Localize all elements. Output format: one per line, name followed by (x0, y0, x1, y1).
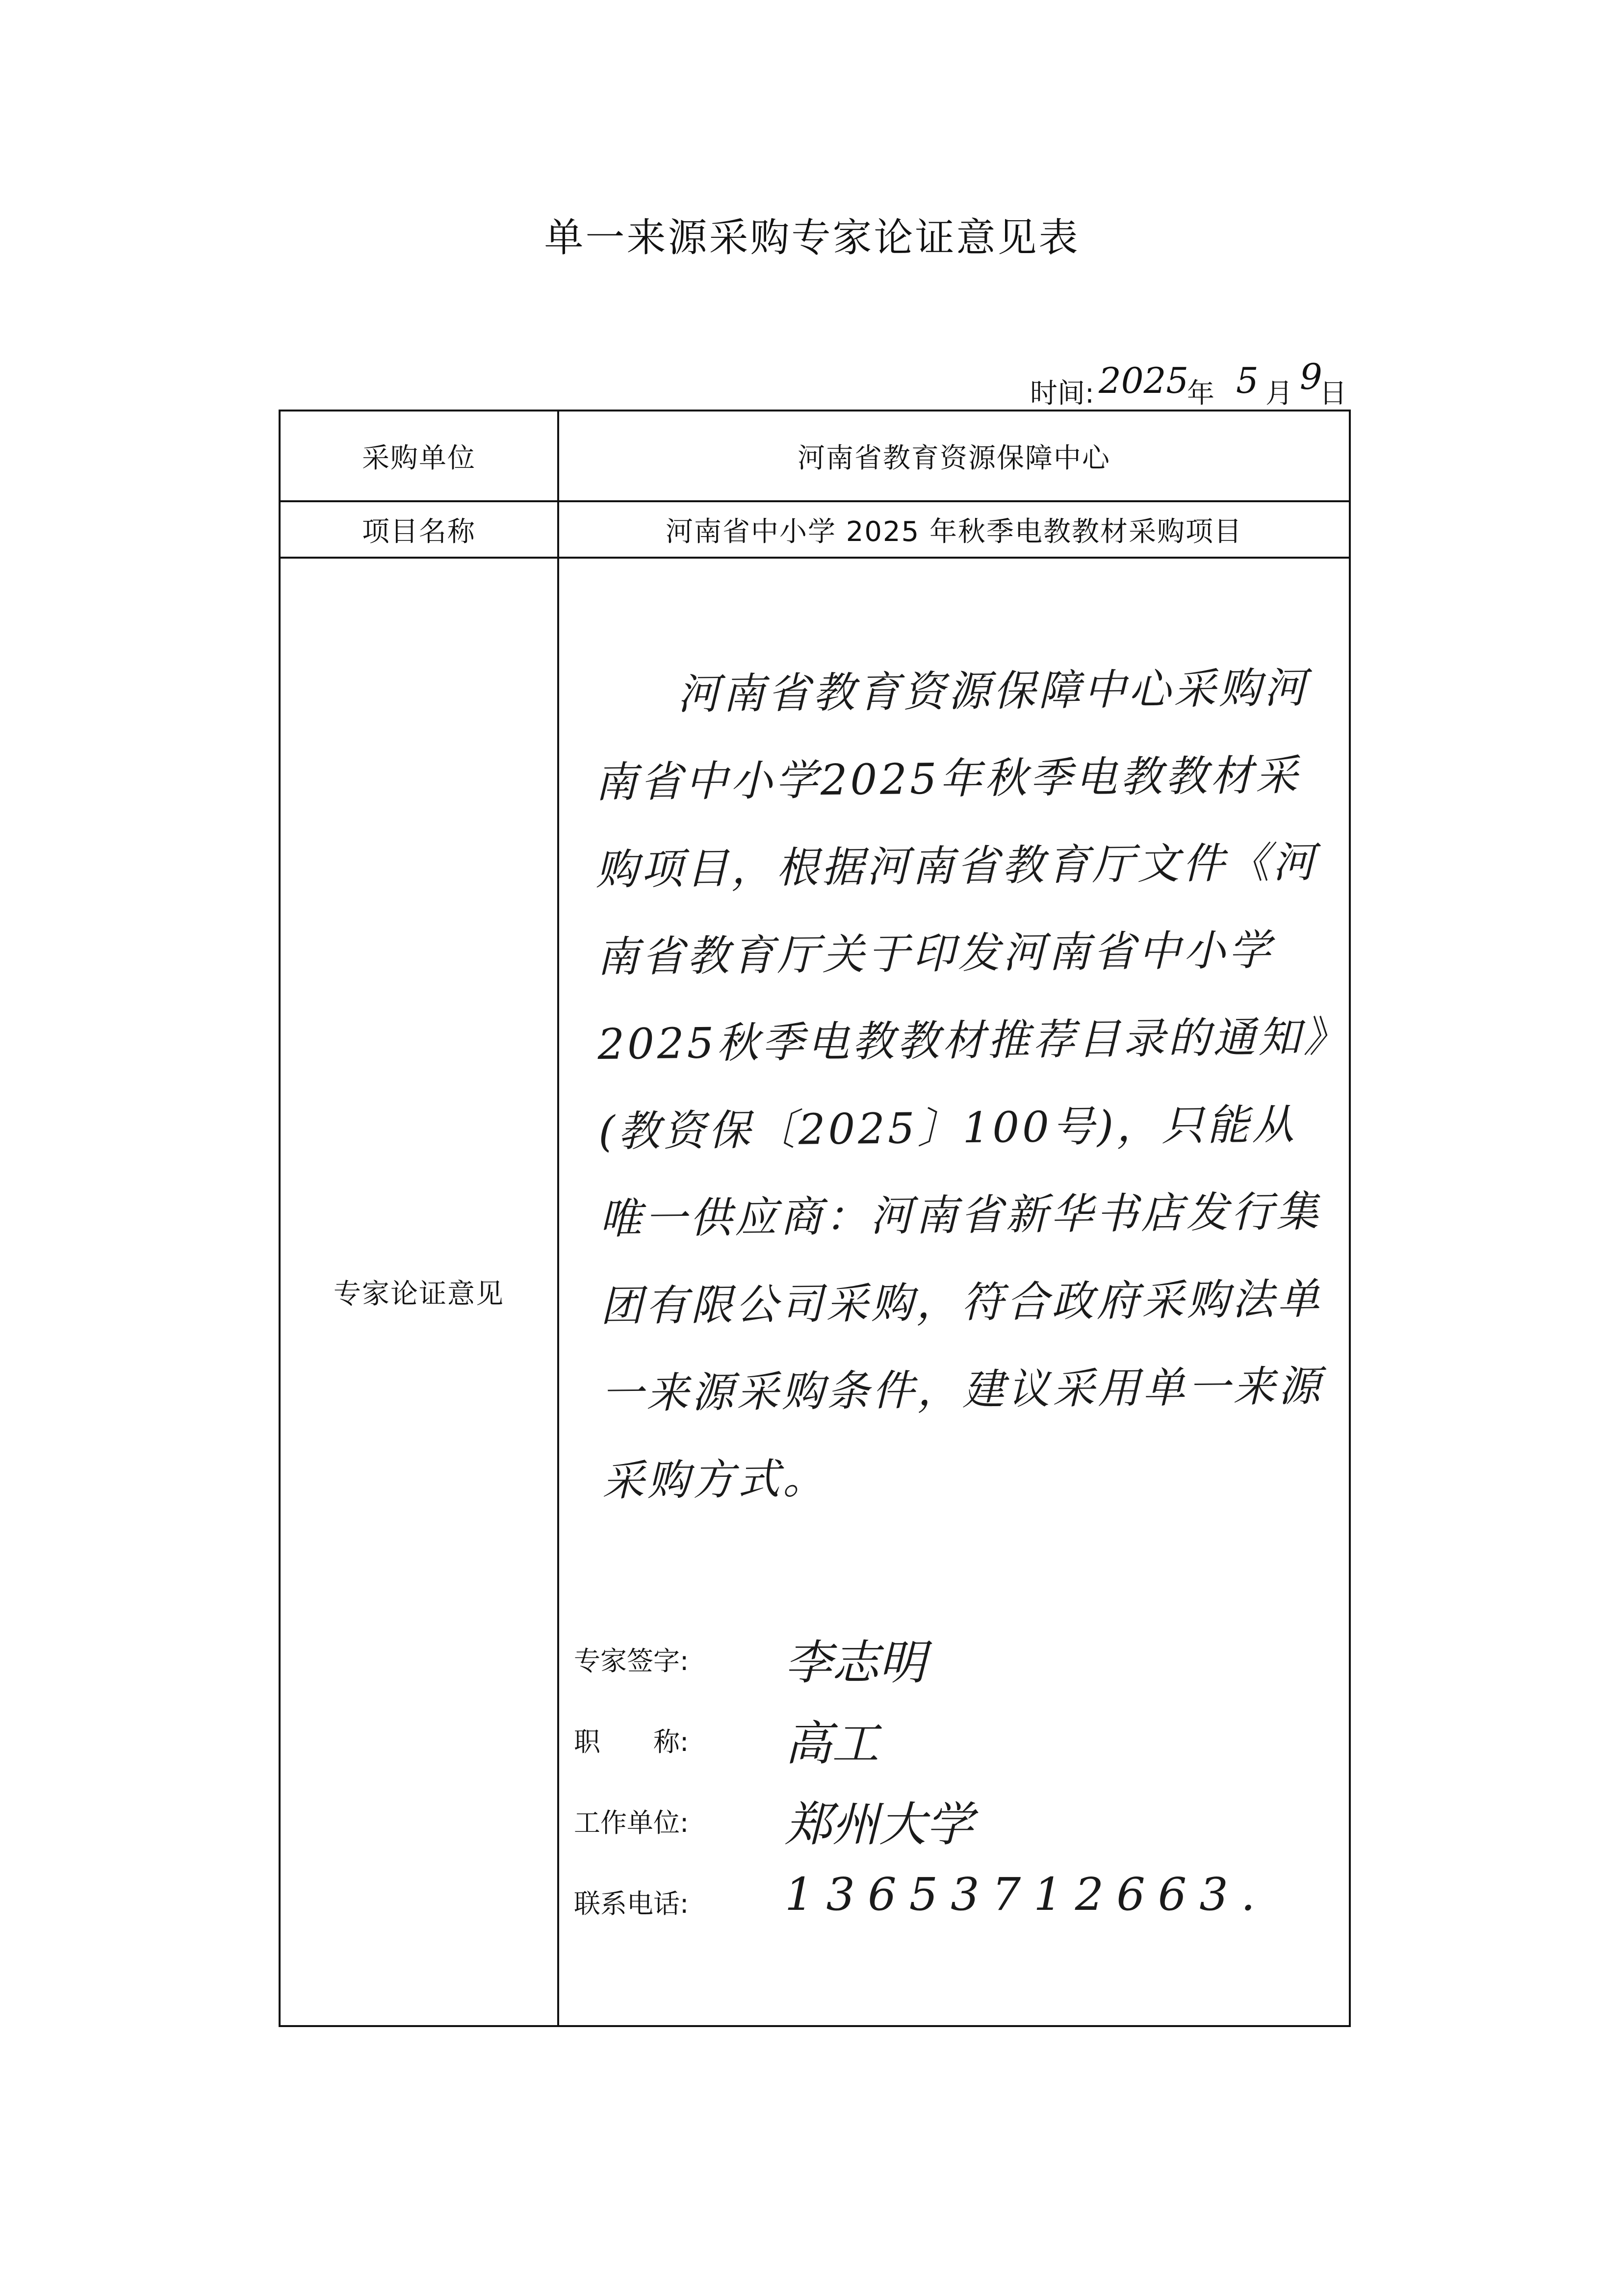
work-unit-row (574, 1787, 1310, 1852)
expert-signature-label: 专家签字: (574, 1645, 689, 1676)
project-label: 项目名称 (280, 501, 558, 558)
work-unit-label: 工作单位: (574, 1807, 689, 1838)
date-line (1020, 356, 1347, 410)
date-month: 5 (1236, 360, 1259, 401)
project-value: 河南省中小学 2025 年秋季电教教材采购项目 (558, 501, 1350, 558)
project-row (280, 501, 1350, 558)
phone-label: 联系电话: (574, 1888, 689, 1919)
expert-signature-value: 李志明 (785, 1635, 926, 1690)
date-label: 时间: (1030, 378, 1094, 410)
phone-row (574, 1868, 1310, 1927)
title-label: 职 称: (574, 1726, 689, 1757)
date-year-unit: 年 (1187, 378, 1214, 410)
purchaser-row (280, 411, 1350, 501)
phone-value: 13653712663. (785, 1868, 1268, 1921)
date-day: 9 (1300, 356, 1322, 397)
date-month-unit: 月 (1265, 378, 1293, 410)
work-unit-value: 郑州大学 (785, 1797, 973, 1852)
title-value: 高工 (785, 1716, 879, 1771)
purchaser-label: 采购单位 (280, 411, 558, 501)
date-year: 2025 (1099, 360, 1189, 401)
opinion-row (280, 558, 1350, 2026)
date-day-unit: 日 (1319, 378, 1347, 410)
title-row (574, 1706, 1310, 1771)
opinion-form-table (279, 410, 1351, 2027)
opinion-cell (558, 558, 1350, 2026)
opinion-label: 专家论证意见 (280, 558, 558, 2026)
document-title: 单一来源采购专家论证意见表 (544, 215, 1080, 260)
purchaser-value: 河南省教育资源保障中心 (558, 411, 1350, 501)
opinion-handwritten-text: 河南省教育资源保障中心采购河南省中小学2025年秋季电教教材采购项目，根据河南省教育厅文件《河南省教育厅关于印发河南省中小学2025秋季电教教材推荐目录的通知》(教资保〔2025〕100号)，只能从唯一供应商：河南省新华书店发行集团有限公司采购，符合政府采购法单一来源采购条件，建议采用单一来源采购方式。 (594, 663, 1328, 1506)
expert-signature-row (574, 1625, 1310, 1690)
